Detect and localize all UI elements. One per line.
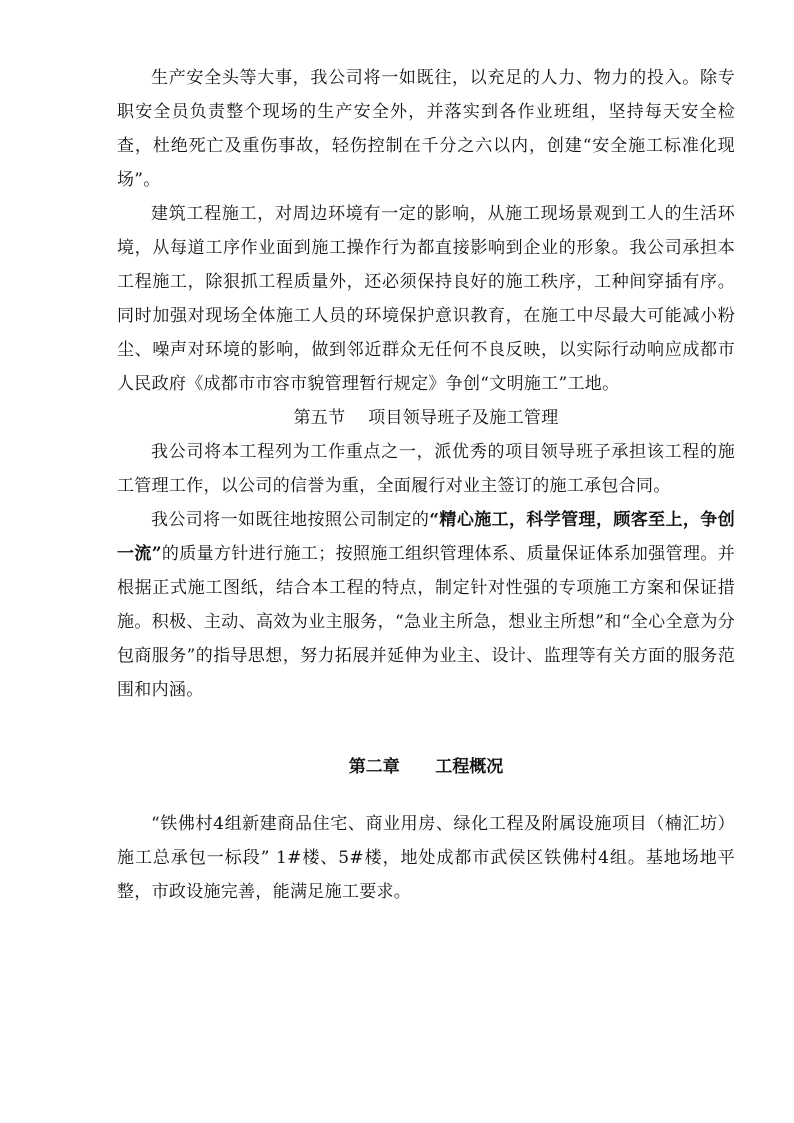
body-text-lower bbox=[117, 807, 735, 909]
paragraph-leadership: 我公司将本工程列为工作重点之一，派优秀的项目领导班子承担该工程的施工管理工作，以公司的信誉为重，全面履行对业主签订的施工承包合同。 bbox=[117, 442, 735, 496]
quality-policy-prefix: 我公司将一如既往地按照公司制定的 bbox=[151, 510, 430, 530]
body-text-upper bbox=[117, 61, 735, 707]
paragraph-project-overview: “铁佛村4组新建商品住宅、商业用房、绿化工程及附属设施项目（楠汇坊）施工总承包一标段” 1#楼、5#楼，地处成都市武侯区铁佛村4组。基地场地平整，市政设施完善，能满足施工要求。 bbox=[117, 814, 735, 902]
paragraph-quality-policy bbox=[117, 503, 735, 707]
paragraph-environment: 建筑工程施工，对周边环境有一定的影响，从施工现场景观到工人的生活环境，从每道工序作业面到施工操作行为都直接影响到企业的形象。我公司承担本工程施工，除狠抓工程质量外，还必须保持良好的施工秩序，工种间穿插有序。同时加强对现场全体施工人员的环境保护意识教育，在施工中尽最大可能减小粉尘、噪声对环境的影响，做到邻近群众无任何不良反映，以实际行动响应成都市人民政府《成都市市容市貌管理暂行规定》争创“文明施工”工地。 bbox=[117, 204, 735, 394]
section-heading: 第五节 项目领导班子及施工管理 bbox=[293, 408, 559, 428]
quality-policy-suffix: 的质量方针进行施工；按照施工组织管理体系、质量保证体系加强管理。并根据正式施工图纸，结合本工程的特点，制定针对性强的专项施工方案和保证措施。积极、主动、高效为业主服务，“急业主所急，想业主所想”和“全心全意为分包商服务”的指导思想，努力拓展并延伸为业主、设计、监理等有关方面的服务范围和内涵。 bbox=[117, 544, 735, 700]
paragraph-safety: 生产安全头等大事，我公司将一如既往，以充足的人力、物力的投入。除专职安全员负责整个现场的生产安全外，并落实到各作业班组，坚持每天安全检查，杜绝死亡及重伤事故，轻伤控制在千分之六以内，创建“安全施工标准化现场”。 bbox=[117, 68, 735, 190]
chapter-heading: 第二章 工程概况 bbox=[348, 757, 504, 777]
quality-policy-slogan: “精心施工，科学管理，顾客至上，争创一流” bbox=[117, 510, 735, 564]
